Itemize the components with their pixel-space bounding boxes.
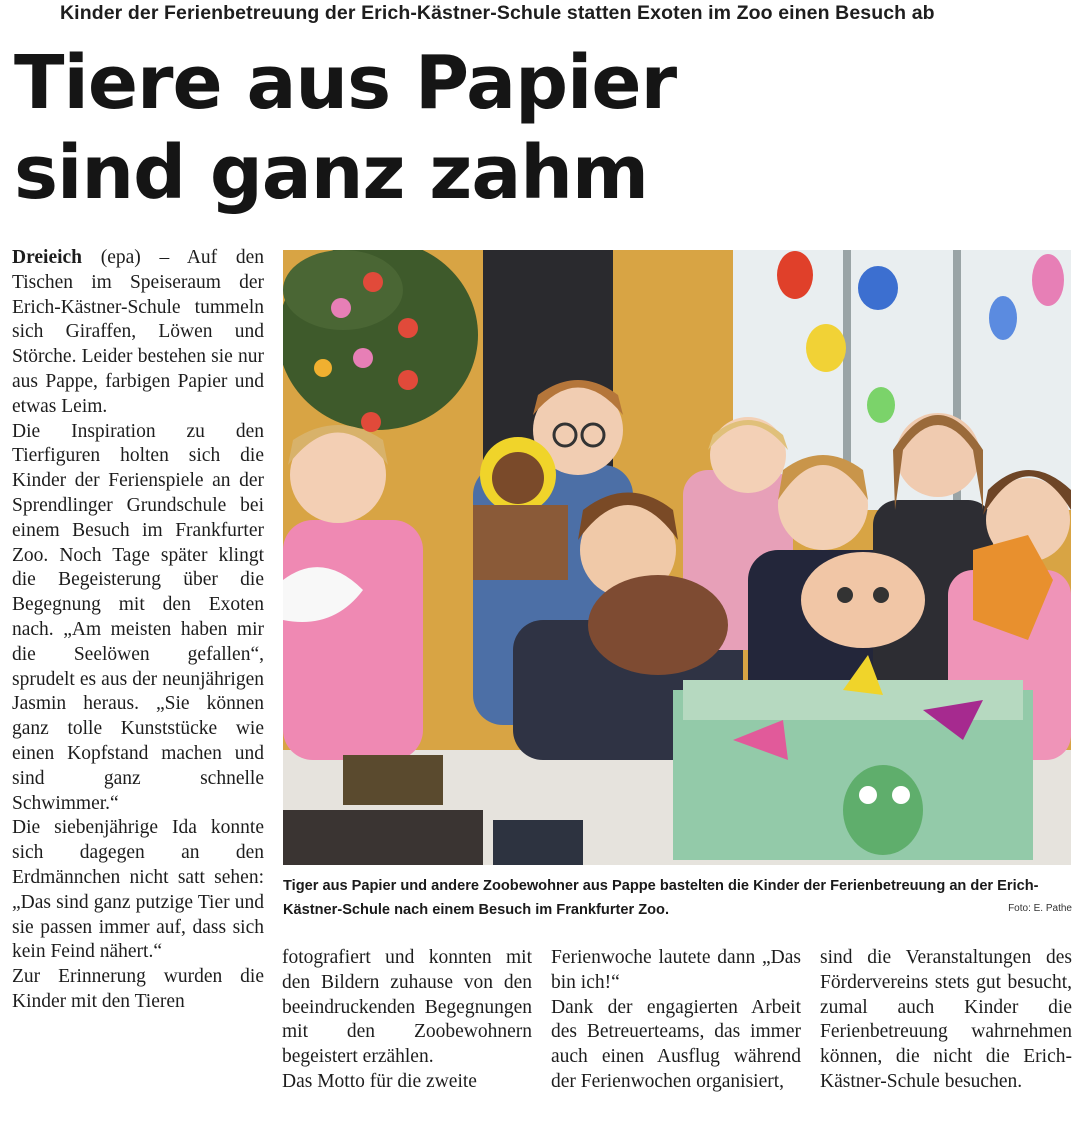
- photo-illustration: [283, 250, 1071, 865]
- col1-paragraph-3: Die siebenjährige Ida konnte sich dagegen an den Erdmännchen nicht satt sehen: „Das sind ganz putzige Tier und sie passen immer auf, dass sich kein Feind nähert.“: [12, 817, 264, 963]
- headline-line-2: sind ganz zahm: [14, 130, 649, 216]
- article-headline: [14, 38, 914, 218]
- col3-paragraph-1: Ferienwoche lautete dann „Das bin ich!“: [551, 947, 801, 993]
- text-column-3: [551, 946, 801, 1095]
- col1-paragraph-2: Die Inspiration zu den Tierfiguren holten sich die Kinder der Ferienspiele an der Sprendlinger Grundschule bei einem Besuch im Frankfurter Zoo. Noch Tage später klingt die Begeisterung über die Begegnung mit den Exoten nach. „Am meisten haben mir die Seelöwen gefallen“, sprudelt es aus der neunjährigen Jasmin heraus. „Sie können ganz tolle Kunststücke wie einen Kopfstand machen und sind ganz schnelle Schwimmer.“: [12, 420, 264, 814]
- balloon-blue: [858, 266, 898, 310]
- text-column-4: [820, 946, 1072, 1095]
- paper-frog: [843, 765, 923, 855]
- paper-bear-mask: [801, 552, 925, 648]
- text-column-2: [282, 946, 532, 1095]
- col2-paragraph-2: Das Motto für die zweite: [282, 1070, 477, 1092]
- balloon-pink: [1032, 254, 1064, 306]
- article-photo: [283, 250, 1071, 865]
- headline-line-1: Tiere aus Papier: [14, 40, 677, 126]
- col2-paragraph-1: fotografiert und konnten mit den Bildern zuhause von den beeindruckenden Begegnungen mit den Zoobewohnern begeistert erzählen.: [282, 947, 532, 1068]
- col3-paragraph-2: Dank der engagierten Arbeit des Betreuerteams, das immer auch einen Ausflug während der Ferienwochen organisiert,: [551, 996, 801, 1092]
- photo-credit: Foto: E. Pathe: [1008, 903, 1072, 914]
- col1-paragraph-4: Zur Erinnerung wurden die Kinder mit den Tieren: [12, 966, 264, 1012]
- balloon-yellow: [806, 324, 846, 372]
- article-kicker: Kinder der Ferienbetreuung der Erich-Kästner-Schule statten Exoten im Zoo einen Besuch ab: [60, 2, 935, 24]
- text-column-1: [12, 246, 264, 1015]
- paper-owl: [588, 575, 728, 675]
- balloon-red: [777, 251, 813, 299]
- col1-paragraph-1: (epa) – Auf den Tischen im Speiseraum der Erich-Kästner-Schule tummeln sich Giraffen, Löwen und Störche. Leider bestehen sie nur aus Pappe, farbigen Papier und etwas Leim.: [12, 247, 265, 417]
- photo-caption: Tiger aus Papier und andere Zoobewohner aus Pappe bastelten die Kinder der Ferienbetreuung an der Erich-Kästner-Schule nach einem Besuch im Frankfurter Zoo.: [283, 878, 1039, 918]
- paper-giraffes: [343, 755, 443, 805]
- col4-paragraph-1: sind die Veranstaltungen des Fördervereins stets gut besucht, zumal auch Kinder die Ferienbetreuung wahrnehmen können, die nicht die Erich-Kästner-Schule besuchen.: [820, 947, 1072, 1092]
- dateline: Dreieich: [12, 247, 83, 268]
